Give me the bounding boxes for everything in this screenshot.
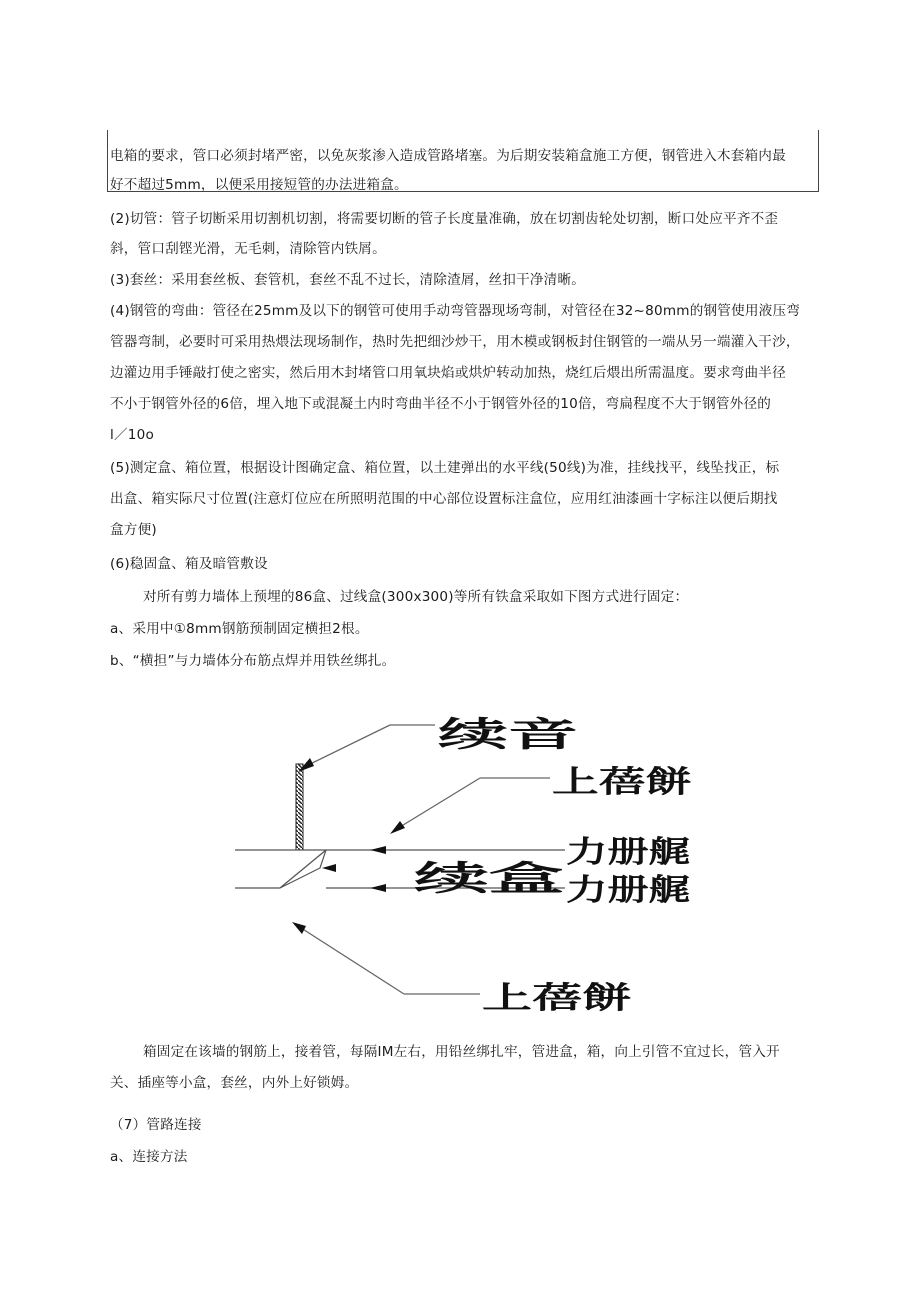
p4-line-4: 不小于钢管外径的6倍，埋入地下或混凝土内时弯曲半径不小于钢管外径的10倍，弯扁程度不大于钢管外径的 (110, 396, 772, 412)
after-fig-line-1: 箱固定在该墙的钢筋上，接着管，每隔IM左右，用铅丝绑扎牢，管进盒，箱，向上引管不宜过长，管入开 (143, 1044, 780, 1060)
box-fixing-diagram (230, 700, 700, 1018)
p2-line-1: (2)切管：管子切断采用切割机切割，将需要切断的管子长度量准确，放在切割齿轮处切割，断口处应平齐不歪 (110, 211, 779, 227)
label-mid-left: 续盒 (414, 859, 564, 899)
label-top: 续音 (438, 715, 578, 755)
item-b: b、“横担”与力墙体分布筋点焊并用铁丝绑扎。 (110, 653, 396, 669)
p5-line-2: 出盒、箱实际尺寸位置(注意灯位应在所照明范围的中心部位设置标注盒位，应用红油漆画十字标注以便后期找 (110, 491, 778, 507)
leader-right1 (395, 778, 480, 830)
arrow-head-mid1 (370, 846, 386, 854)
box-line-1: 电箱的要求，管口必须封堵严密，以免灰浆渗入造成管路堵塞。为后期安装箱盒施工方便，钢管进入木套箱内最 (110, 148, 786, 164)
p3-line: (3)套丝：采用套丝板、套管机，套丝不乱不过长，清除渣屑，丝扣干净清晰。 (110, 272, 586, 288)
arrow-head-bottom (292, 922, 306, 934)
p5-line-1: (5)测定盒、箱位置，根据设计图确定盒、箱位置，以土建弹出的水平线(50线)为准，挂线找平，线坠找正，标 (110, 460, 780, 476)
arrow-head-mid2 (322, 864, 336, 872)
box-line-2: 好不超过5mm，以便采用接短管的办法进箱盒。 (110, 177, 408, 193)
p4-line-2: 管器弯制，必要时可采用热煨法现场制作，热时先把细沙炒干，用木模或钢板封住钢管的一端从另一端灌入干沙， (110, 334, 800, 350)
wall-hatch (296, 764, 303, 850)
p7-heading: （7）管路连接 (110, 1117, 202, 1133)
leader-bottom (298, 926, 404, 994)
p5-line-3: 盒方便) (110, 522, 157, 538)
p4-line-1: (4)钢管的弯曲：管径在25mm及以下的钢管可使用手动弯管器现场弯制，对管径在32~80mm的钢管使用液压弯 (110, 303, 801, 319)
arrow-head-right1 (390, 821, 405, 834)
label-right2: 力册艉 (566, 835, 690, 870)
label-right1: 上蓓餅 (552, 765, 692, 800)
label-right3: 力册艉 (566, 873, 690, 908)
after-fig-line-2: 关、插座等小盒，套丝，内外上好锁姆。 (110, 1075, 359, 1091)
p7-item-a: a、连接方法 (110, 1149, 188, 1165)
arrow-head-mid3 (370, 884, 386, 892)
leader-top (302, 725, 390, 768)
p4-line-3: 边灌边用手锤敲打使之密实，然后用木封堵管口用氧块焰或烘炉转动加热，烧红后煨出所需温度。要求弯曲半径 (110, 365, 786, 381)
p4-line-5: l／10o (110, 427, 154, 443)
p2-line-2: 斜，管口刮铿光滑，无毛刺，清除管内铁屑。 (110, 241, 386, 257)
item-a: a、采用中①8mm钢筋预制固定横担2根。 (110, 621, 369, 637)
p6-body: 对所有剪力墙体上预埋的86盒、过线盒(300x300)等所有铁盒采取如下图方式进行固定： (143, 589, 689, 605)
p6-heading: (6)稳固盒、箱及暗管敷设 (110, 556, 268, 572)
label-bottom: 上蓓餅 (482, 981, 632, 1016)
